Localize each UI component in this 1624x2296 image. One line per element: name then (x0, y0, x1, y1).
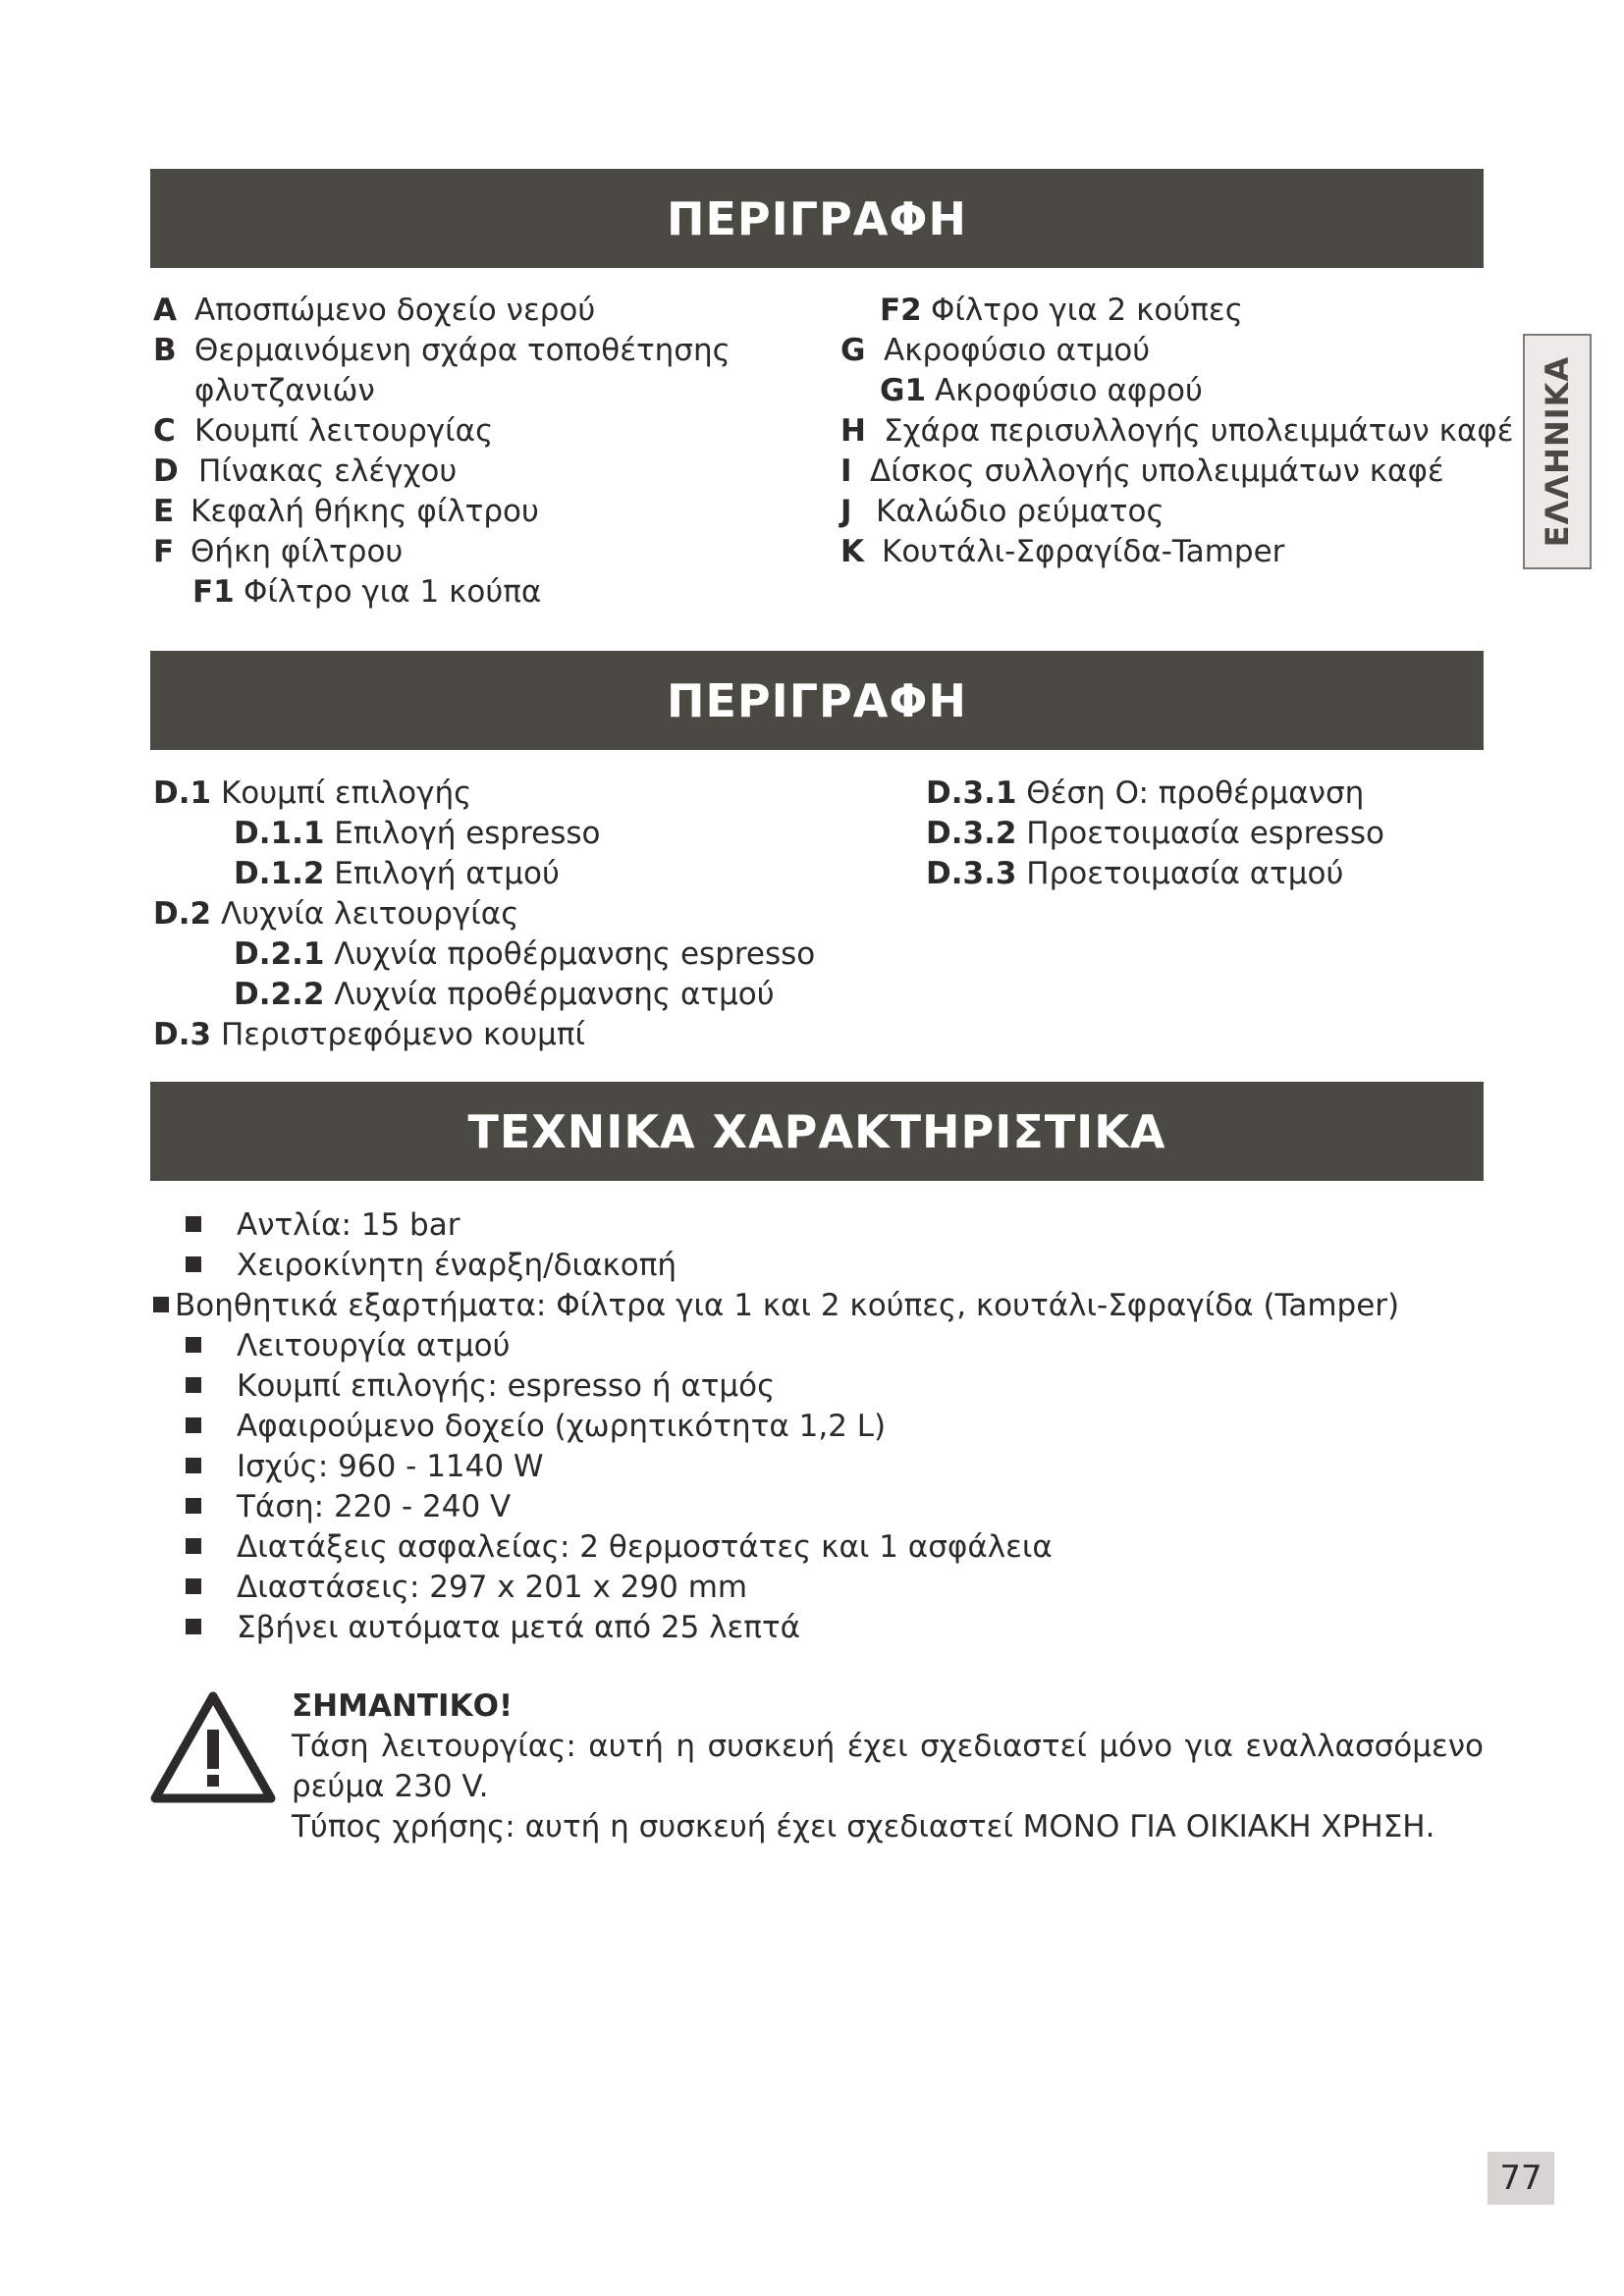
language-tab (1523, 334, 1592, 569)
list-item: Λειτουργία ατμού (150, 1326, 1399, 1366)
warning-note (292, 1686, 1484, 1847)
list-item: Χειροκίνητη έναρξη/διακοπή (150, 1246, 1399, 1286)
list-item: D.3.1 Θέση O: προθέρμανση (926, 775, 1365, 811)
page-number: 77 (1488, 2152, 1554, 2205)
list-item: Τάση: 220 - 240 V (150, 1487, 1399, 1527)
list-item: D.1.1 Επιλογή espresso (234, 816, 601, 851)
list-item: Διαστάσεις: 297 x 201 x 290 mm (150, 1568, 1399, 1608)
list-item: D.2.2 Λυχνία προθέρμανσης ατμού (234, 977, 775, 1012)
bullet-icon (186, 1498, 201, 1514)
bullet-icon (186, 1458, 201, 1473)
bullet-icon (186, 1619, 201, 1634)
list-item: F Θήκη φίλτρου (153, 534, 404, 569)
section-1-right-list (840, 291, 1514, 572)
list-item: B Θερμαινόμενη σχάρα τοποθέτησης (153, 333, 731, 368)
list-item: G Ακροφύσιο ατμού (840, 333, 1151, 368)
bullet-icon (186, 1538, 201, 1554)
list-item: F1 Φίλτρο για 1 κούπα (192, 574, 542, 610)
bullet-icon (186, 1578, 201, 1594)
bullet-icon (186, 1256, 201, 1272)
list-item: I Δίσκος συλλογής υπολειμμάτων καφέ (840, 454, 1444, 489)
list-item: D.2.1 Λυχνία προθέρμανσης espresso (234, 936, 816, 972)
list-item: Κουμπί επιλογής: espresso ή ατμός (150, 1366, 1399, 1407)
list-item: E Κεφαλή θήκης φίλτρου (153, 494, 539, 529)
list-item: D.3 Περιστρεφόμενο κουμπί (153, 1017, 586, 1052)
section-1-title: ΠΕΡΙΓΡΑΦΗ (150, 169, 1484, 268)
list-item: D Πίνακας ελέγχου (153, 454, 458, 489)
language-tab-label: ΕΛΛΗΝΙΚΑ (1539, 355, 1576, 548)
list-item: D.3.3 Προετοιμασία ατμού (926, 856, 1344, 891)
list-item: Διατάξεις ασφαλείας: 2 θερμοστάτες και 1 ασφάλεια (150, 1527, 1399, 1568)
section-2-right-list (926, 774, 1384, 894)
list-item: φλυτζανιών (194, 373, 375, 408)
list-item: Αφαιρούμενο δοχείο (χωρητικότητα 1,2 L) (150, 1407, 1399, 1447)
warning-title: ΣΗΜΑΝΤΙΚΟ! (292, 1688, 514, 1724)
list-item: A Αποσπώμενο δοχείο νερού (153, 293, 596, 328)
list-item: G1 Ακροφύσιο αφρού (880, 373, 1203, 408)
list-item: D.2 Λυχνία λειτουργίας (153, 896, 519, 932)
list-item: Σβήνει αυτόματα μετά από 25 λεπτά (150, 1608, 1399, 1648)
warning-voltage-text: Τάση λειτουργίας: αυτή η συσκευή έχει σχεδιαστεί μόνο για εναλλασσόμενο ρεύμα 230 V. (292, 1729, 1484, 1804)
bullet-icon (186, 1377, 201, 1393)
section-2-left-list (153, 774, 815, 1055)
list-item: D.1 Κουμπί επιλογής (153, 775, 472, 811)
list-item: Ισχύς: 960 - 1140 W (150, 1447, 1399, 1487)
list-item: C Κουμπί λειτουργίας (153, 413, 494, 449)
section-3-title: ΤΕΧΝΙΚΑ ΧΑΡΑΚΤΗΡΙΣΤΙΚΑ (150, 1082, 1484, 1181)
list-item: Βοηθητικά εξαρτήματα: Φίλτρα για 1 και 2 κούπες, κουτάλι-Σφραγίδα (Tamper) (150, 1286, 1399, 1326)
list-item: J Καλώδιο ρεύματος (840, 494, 1164, 529)
bullet-icon (186, 1337, 201, 1353)
section-1-left-list (153, 291, 731, 613)
spec-list (150, 1205, 1399, 1648)
list-item: Αντλία: 15 bar (150, 1205, 1399, 1246)
warning-triangle-icon (149, 1690, 277, 1804)
section-2-title: ΠΕΡΙΓΡΑΦΗ (150, 651, 1484, 750)
bullet-icon (186, 1216, 201, 1232)
list-item: D.3.2 Προετοιμασία espresso (926, 816, 1385, 851)
list-item: D.1.2 Επιλογή ατμού (234, 856, 560, 891)
list-item: H Σχάρα περισυλλογής υπολειμμάτων καφέ (840, 413, 1514, 449)
bullet-icon (186, 1417, 201, 1433)
bullet-icon (153, 1297, 169, 1312)
warning-usage-text: Τύπος χρήσης: αυτή η συσκευή έχει σχεδιαστεί ΜΟΝΟ ΓΙΑ ΟΙΚΙΑΚΗ ΧΡΗΣΗ. (292, 1809, 1435, 1844)
list-item: K Κουτάλι-Σφραγίδα-Tamper (840, 534, 1285, 569)
list-item: F2 Φίλτρο για 2 κούπες (880, 293, 1243, 328)
